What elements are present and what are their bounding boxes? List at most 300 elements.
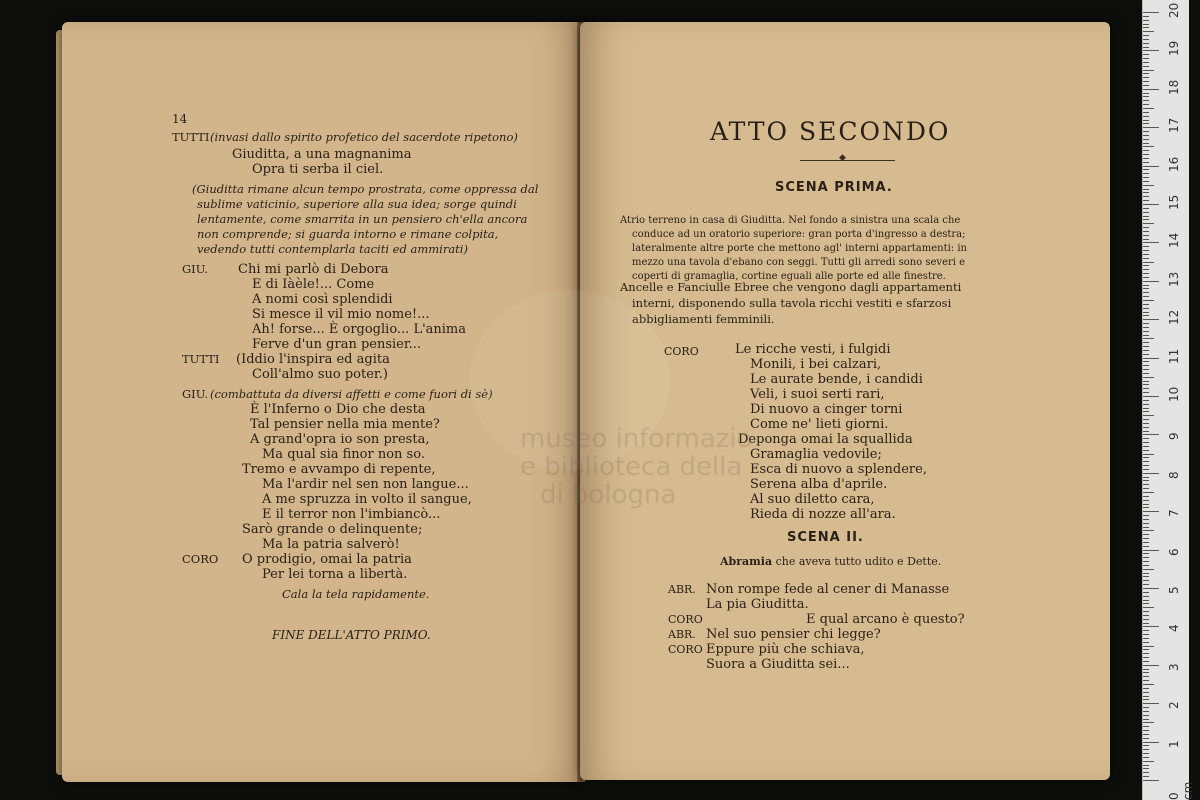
- speaker-label: ABR.: [668, 628, 696, 641]
- ruler-tick: [1143, 519, 1149, 520]
- ruler-tick: [1143, 665, 1159, 666]
- scene-two-title: SCENA II.: [787, 530, 864, 545]
- ruler-number: 10: [1167, 386, 1181, 402]
- ruler-tick: [1143, 39, 1149, 40]
- ruler-tick: [1143, 653, 1149, 654]
- ruler-tick: [1143, 465, 1149, 466]
- ruler-tick: [1143, 461, 1149, 462]
- ruler-tick: [1143, 768, 1149, 769]
- ruler-tick: [1143, 131, 1149, 132]
- watermark-line-3: di bologna: [540, 480, 677, 510]
- ruler-tick: [1143, 16, 1149, 17]
- ruler-tick: [1143, 35, 1149, 36]
- ruler-tick: [1143, 661, 1149, 662]
- ruler-tick: [1143, 338, 1154, 339]
- ruler-tick: [1143, 342, 1149, 343]
- coro-verse-line: Rieda di nozze all'ara.: [750, 507, 896, 522]
- ruler-tick: [1143, 553, 1149, 554]
- ruler-tick: [1143, 146, 1154, 147]
- ruler-tick: [1143, 70, 1154, 71]
- ruler-tick: [1143, 607, 1154, 608]
- ruler-tick: [1143, 500, 1149, 501]
- ruler-tick: [1143, 507, 1149, 508]
- ruler-tick: [1143, 265, 1149, 266]
- stage-direction-line: conduce ad un oratorio superiore: gran porta d'ingresso a destra;: [632, 229, 966, 240]
- ruler-tick: [1143, 638, 1149, 639]
- ruler-tick: [1143, 580, 1149, 581]
- ruler-tick: [1143, 135, 1149, 136]
- ruler-tick: [1143, 649, 1149, 650]
- ruler-number: 11: [1167, 348, 1181, 364]
- ruler-tick: [1143, 212, 1149, 213]
- ruler-tick: [1143, 696, 1149, 697]
- ruler-tick: [1143, 235, 1149, 236]
- ruler-tick: [1143, 192, 1149, 193]
- ruler-tick: [1143, 400, 1149, 401]
- ruler-tick: [1143, 492, 1154, 493]
- ruler-tick: [1143, 772, 1149, 773]
- ruler-tick: [1143, 504, 1149, 505]
- ruler-tick: [1143, 619, 1149, 620]
- ruler-number: 12: [1167, 309, 1181, 326]
- verse-line: Coll'almo suo poter.): [252, 367, 388, 382]
- ruler-tick: [1143, 177, 1149, 178]
- verse-line: Ma l'ardir nel sen non langue...: [262, 477, 469, 492]
- ruler-tick: [1143, 431, 1149, 432]
- ruler-tick: [1143, 258, 1149, 259]
- ruler-tick: [1143, 200, 1149, 201]
- verse-line: (Iddio l'inspira ed agita: [236, 352, 390, 367]
- ruler-tick: [1143, 381, 1149, 382]
- ruler-tick: [1143, 561, 1149, 562]
- ruler-tick: [1143, 373, 1149, 374]
- coro-verse-line: Gramaglia vedovile;: [750, 447, 882, 462]
- ruler-tick: [1143, 77, 1149, 78]
- ruler-tick: [1143, 592, 1149, 593]
- ruler-tick: [1143, 384, 1149, 385]
- ruler-number: 8: [1167, 471, 1181, 479]
- ruler-tick: [1143, 753, 1149, 754]
- ruler-number: 17: [1167, 117, 1181, 134]
- ruler-number: 15: [1167, 194, 1181, 210]
- ruler-tick: [1143, 73, 1149, 74]
- ruler-tick: [1143, 58, 1149, 59]
- verse-line: Si mesce il vil mio nome!...: [252, 307, 430, 322]
- ruler-tick: [1143, 189, 1149, 190]
- ruler-number: 5: [1167, 586, 1181, 594]
- ruler-tick: [1143, 707, 1149, 708]
- ruler-tick: [1143, 588, 1159, 589]
- ruler-tick: [1143, 442, 1149, 443]
- ruler-tick: [1143, 204, 1159, 205]
- ruler-tick: [1143, 396, 1159, 397]
- ruler-tick: [1143, 219, 1149, 220]
- ruler-tick: [1143, 139, 1149, 140]
- speaker-label: TUTTI: [172, 130, 210, 144]
- ruler-tick: [1143, 511, 1159, 512]
- ruler-tick: [1143, 419, 1149, 420]
- dialogue-line: E qual arcano è questo?: [806, 612, 965, 627]
- ruler-tick: [1143, 354, 1149, 355]
- ruler-tick: [1143, 557, 1149, 558]
- ruler-tick: [1143, 626, 1159, 627]
- speaker-label: ABR.: [668, 583, 696, 596]
- verse-line: Tremo e avvampo di repente,: [242, 462, 436, 477]
- stage-direction-line: coperti di gramaglia, cortine eguali alle porte ed alle finestre.: [632, 271, 946, 282]
- scene-two-intro: [720, 554, 941, 569]
- ruler-number: 16: [1167, 156, 1181, 172]
- ruler-number: 20: [1167, 2, 1181, 18]
- ruler-tick: [1143, 323, 1149, 324]
- ruler-tick: [1143, 623, 1149, 624]
- watermark-line-1: museo informazio: [520, 424, 753, 454]
- ruler-tick: [1143, 411, 1149, 412]
- ruler-tick: [1143, 722, 1154, 723]
- ruler-tick: [1143, 699, 1149, 700]
- speaker-label: CORO: [182, 552, 219, 566]
- ruler-number: 0 cm: [1167, 781, 1195, 800]
- watermark-line-2: e biblioteca della: [520, 452, 743, 482]
- ruler-tick: [1143, 676, 1149, 677]
- dialogue-line: Nel suo pensier chi legge?: [706, 627, 881, 642]
- ruler-tick: [1143, 246, 1149, 247]
- ruler-number: 9: [1167, 432, 1181, 441]
- ruler-tick: [1143, 346, 1149, 347]
- ruler-tick: [1143, 312, 1149, 313]
- ruler-tick: [1143, 231, 1149, 232]
- page-number: 14: [172, 112, 188, 126]
- ruler-tick: [1143, 761, 1154, 762]
- ruler-tick: [1143, 450, 1149, 451]
- ruler-tick: [1143, 480, 1149, 481]
- coro-verse-line: Al suo diletto cara,: [750, 492, 875, 507]
- ruler-tick: [1143, 457, 1149, 458]
- ruler-tick: [1143, 573, 1149, 574]
- ruler-tick: [1143, 127, 1159, 128]
- ruler-tick: [1143, 181, 1149, 182]
- ruler-tick: [1143, 377, 1154, 378]
- coro-verse-line: Come ne' lieti giorni.: [750, 417, 889, 432]
- ruler-tick: [1143, 634, 1149, 635]
- stage-direction-line: lateralmente altre porte che mettono agl' interni appartamenti: in: [632, 243, 967, 254]
- ruler-tick: [1143, 62, 1149, 63]
- ruler-tick: [1143, 569, 1154, 570]
- ruler-tick: [1143, 24, 1149, 25]
- ruler-tick: [1143, 108, 1154, 109]
- ruler-tick: [1143, 542, 1149, 543]
- verse-line: Ma qual sia finor non so.: [262, 447, 425, 462]
- speaker-label: CORO: [668, 643, 703, 656]
- scene-intro-line: interni, disponendo sulla tavola ricchi vestiti e sfarzosi: [632, 296, 952, 310]
- speaker-label: TUTTI: [182, 352, 220, 366]
- ruler-tick: [1143, 96, 1149, 97]
- ruler-tick: [1143, 43, 1149, 44]
- ruler-tick: [1143, 404, 1149, 405]
- ruler-tick: [1143, 281, 1159, 282]
- ruler-tick: [1143, 438, 1149, 439]
- ruler-tick: [1143, 484, 1149, 485]
- ruler-tick: [1143, 738, 1149, 739]
- verse-line: Tal pensier nella mia mente?: [250, 417, 440, 432]
- ruler-number: 7: [1167, 509, 1181, 518]
- coro-verse-line: Di nuovo a cinger torni: [750, 402, 903, 417]
- ruler-tick: [1143, 473, 1159, 474]
- ruler-number: 2: [1167, 701, 1181, 710]
- ruler-tick: [1143, 143, 1149, 144]
- ruler-tick: [1143, 469, 1149, 470]
- ruler-number: 19: [1167, 41, 1181, 57]
- ruler-tick: [1143, 116, 1149, 117]
- ruler-tick: [1143, 304, 1149, 305]
- verse-line: Opra ti serba il ciel.: [252, 162, 384, 177]
- ruler-tick: [1143, 757, 1149, 758]
- ruler-tick: [1143, 158, 1149, 159]
- ruler-tick: [1143, 392, 1149, 393]
- ruler-tick: [1143, 273, 1149, 274]
- coro-verse-line: Monili, i bei calzari,: [750, 357, 882, 372]
- stage-direction-line: mezzo una tavola d'ebano con seggi. Tutti gli arredi sono severi e: [632, 257, 966, 268]
- ruler-tick: [1143, 415, 1154, 416]
- coro-verse-line: Le ricche vesti, i fulgidi: [735, 342, 891, 357]
- ruler-tick: [1143, 162, 1149, 163]
- ruler-number: 1: [1167, 739, 1181, 748]
- ruler-tick: [1143, 66, 1149, 67]
- ruler-tick: [1143, 742, 1159, 743]
- verse-line: (combattuta da diversi affetti e come fuori di sè): [210, 387, 493, 401]
- ruler-tick: [1143, 477, 1149, 478]
- ruler-tick: [1143, 335, 1149, 336]
- ruler-tick: [1143, 600, 1149, 601]
- verse-line: È l'Inferno o Dio che desta: [250, 402, 426, 417]
- verse-line: Chi mi parlò di Debora: [238, 262, 389, 277]
- ruler-tick: [1143, 100, 1149, 101]
- ruler-tick: [1143, 630, 1149, 631]
- verse-line: Ma la patria salverò!: [262, 537, 400, 552]
- coro-verse-line: Veli, i suoi serti rari,: [750, 387, 885, 402]
- ruler-number: 18: [1167, 79, 1181, 95]
- ruler-tick: [1143, 227, 1149, 228]
- coro-verse-line: Deponga omai la squallida: [738, 432, 913, 447]
- ruler-tick: [1143, 527, 1149, 528]
- ruler-tick: [1143, 81, 1149, 82]
- ruler-tick: [1143, 776, 1149, 777]
- scene-one-title: SCENA PRIMA.: [775, 180, 893, 195]
- ruler-number: 3: [1167, 663, 1181, 671]
- ruler-tick: [1143, 47, 1149, 48]
- coro-verse-line: Esca di nuovo a splendere,: [750, 462, 927, 477]
- ruler-tick: [1143, 358, 1159, 359]
- ruler-tick: [1143, 285, 1149, 286]
- ruler-tick: [1143, 242, 1159, 243]
- ruler-tick: [1143, 269, 1149, 270]
- scene-intro-line: Ancelle e Fanciulle Ebree che vengono dagli appartamenti: [620, 280, 962, 294]
- ruler-tick: [1143, 423, 1149, 424]
- ruler-tick: [1143, 427, 1149, 428]
- ruler-tick: [1143, 530, 1154, 531]
- ruler-tick: [1143, 523, 1149, 524]
- ruler-tick: [1143, 546, 1149, 547]
- act-end-footer: FINE DELL'ATTO PRIMO.: [272, 628, 431, 642]
- dialogue-line: Eppure più che schiava,: [706, 642, 865, 657]
- ruler-tick: [1143, 672, 1149, 673]
- ruler-tick: [1143, 54, 1149, 55]
- ruler-tick: [1143, 576, 1149, 577]
- verse-line: Sarò grande o delinquente;: [242, 522, 423, 537]
- verse-line: A me spruzza in volto il sangue,: [262, 492, 472, 507]
- ruler-tick: [1143, 388, 1149, 389]
- ruler-tick: [1143, 93, 1149, 94]
- verse-line: non comprende; si guarda intorno e rimane colpita,: [197, 227, 499, 241]
- ruler-tick: [1143, 296, 1149, 297]
- speaker-label: GIU.: [182, 387, 209, 401]
- ruler-tick: [1143, 169, 1149, 170]
- coro-label: CORO: [664, 345, 699, 358]
- ruler-tick: [1143, 603, 1149, 604]
- scene-two-intro-rest: che aveva tutto udito e Dette.: [775, 555, 942, 568]
- divider-ornament: ◆: [839, 153, 846, 163]
- ruler-tick: [1143, 292, 1149, 293]
- ruler-tick: [1143, 749, 1149, 750]
- ruler-number: 14: [1167, 233, 1181, 249]
- ruler-tick: [1143, 780, 1159, 781]
- ruler-tick: [1143, 308, 1149, 309]
- ruler-tick: [1143, 715, 1149, 716]
- ruler-tick: [1143, 688, 1149, 689]
- verse-line: (Giuditta rimane alcun tempo prostrata, come oppressa dal: [192, 182, 539, 196]
- ruler-tick: [1143, 31, 1154, 32]
- ruler-tick: [1143, 496, 1149, 497]
- ruler-tick: [1143, 684, 1154, 685]
- abramia-name: Abramia: [720, 555, 773, 568]
- verse-line: lentamente, come smarrita in un pensiero ch'ella ancora: [197, 212, 528, 226]
- ruler-tick: [1143, 288, 1149, 289]
- verse-line: Cala la tela rapidamente.: [282, 587, 430, 601]
- ruler-tick: [1143, 262, 1154, 263]
- ruler-tick: [1143, 173, 1149, 174]
- ruler-tick: [1143, 365, 1149, 366]
- ruler-tick: [1143, 166, 1159, 167]
- ruler-tick: [1143, 300, 1154, 301]
- scene-intro-line: abbigliamenti femminili.: [632, 312, 775, 326]
- ruler-tick: [1143, 331, 1149, 332]
- ruler-tick: [1143, 408, 1149, 409]
- ruler-tick: [1143, 254, 1149, 255]
- ruler-tick: [1143, 216, 1149, 217]
- verse-line: Ah! forse... È orgoglio... L'anima: [252, 322, 467, 337]
- ruler-tick: [1143, 534, 1149, 535]
- ruler-tick: [1143, 208, 1149, 209]
- ruler-tick: [1143, 89, 1159, 90]
- ruler-tick: [1143, 680, 1149, 681]
- act-title: ATTO SECONDO: [710, 117, 951, 146]
- verse-line: Ferve d'un gran pensier...: [252, 337, 422, 352]
- verse-line: (invasi dallo spirito profetico del sacerdote ripetono): [210, 130, 518, 144]
- ruler-tick: [1143, 642, 1149, 643]
- ruler-number: 13: [1167, 271, 1181, 287]
- ruler-tick: [1143, 550, 1159, 551]
- speaker-label: CORO: [668, 613, 703, 626]
- ruler-tick: [1143, 85, 1149, 86]
- ruler-tick: [1143, 657, 1149, 658]
- ruler-tick: [1143, 703, 1159, 704]
- ruler-number: 6: [1167, 547, 1181, 556]
- ruler-tick: [1143, 327, 1149, 328]
- ruler-tick: [1143, 123, 1149, 124]
- ruler-tick: [1143, 12, 1159, 13]
- dialogue-line: Non rompe fede al cener di Manasse: [706, 582, 950, 597]
- speaker-label: GIU.: [182, 262, 209, 276]
- ruler-tick: [1143, 361, 1149, 362]
- ruler-tick: [1143, 726, 1149, 727]
- ruler-tick: [1143, 611, 1149, 612]
- ruler-tick: [1143, 596, 1149, 597]
- measurement-ruler: [1142, 0, 1195, 800]
- ruler-tick: [1143, 369, 1149, 370]
- ruler-number: 4: [1167, 624, 1181, 633]
- ruler-tick: [1143, 646, 1154, 647]
- ruler-tick: [1143, 515, 1149, 516]
- ruler-tick: [1143, 454, 1154, 455]
- ruler-tick: [1143, 565, 1149, 566]
- ruler-tick: [1143, 150, 1149, 151]
- ruler-tick: [1143, 185, 1154, 186]
- verse-line: sublime vaticinio, superiore alla sua idea; sorge quindi: [197, 197, 517, 211]
- ruler-tick: [1143, 488, 1149, 489]
- ruler-tick: [1143, 669, 1149, 670]
- ruler-tick: [1143, 730, 1149, 731]
- coro-verse-line: Le aurate bende, i candidi: [750, 372, 923, 387]
- ruler-tick: [1143, 315, 1149, 316]
- ruler-tick: [1143, 584, 1149, 585]
- stage-direction-line: Atrio terreno in casa di Giuditta. Nel fondo a sinistra una scala che: [620, 215, 961, 226]
- verse-line: A nomi così splendidi: [252, 292, 393, 307]
- ruler-tick: [1143, 734, 1149, 735]
- ruler-tick: [1143, 27, 1149, 28]
- ruler-tick: [1143, 446, 1149, 447]
- ruler-tick: [1143, 223, 1154, 224]
- verse-line: A grand'opra io son presta,: [250, 432, 430, 447]
- ruler-tick: [1143, 154, 1149, 155]
- ruler-tick: [1143, 719, 1149, 720]
- ruler-tick: [1143, 350, 1149, 351]
- ruler-tick: [1143, 104, 1149, 105]
- verse-line: E il terror non l'imbiancò...: [262, 507, 441, 522]
- coro-verse-line: Serena alba d'aprile.: [750, 477, 888, 492]
- ruler-tick: [1143, 50, 1159, 51]
- verse-line: O prodigio, omai la patria: [242, 552, 412, 567]
- verse-line: E di Iàèle!... Come: [252, 277, 375, 292]
- verse-line: vedendo tutti contemplarla taciti ed ammirati): [197, 242, 468, 256]
- ruler-tick: [1143, 120, 1149, 121]
- ruler-tick: [1143, 615, 1149, 616]
- title-divider: [800, 160, 895, 161]
- ruler-tick: [1143, 112, 1149, 113]
- ruler-tick: [1143, 20, 1149, 21]
- ruler-tick: [1143, 277, 1149, 278]
- ruler-tick: [1143, 711, 1149, 712]
- ruler-tick: [1143, 765, 1149, 766]
- ruler-tick: [1143, 434, 1159, 435]
- ruler-tick: [1143, 745, 1149, 746]
- dialogue-line: Suora a Giuditta sei...: [706, 657, 850, 672]
- verse-line: Giuditta, a una magnanima: [232, 147, 412, 162]
- ruler-tick: [1143, 239, 1149, 240]
- ruler-tick: [1143, 196, 1149, 197]
- ruler-tick: [1143, 692, 1149, 693]
- verse-line: Per lei torna a libertà.: [262, 567, 408, 582]
- ruler-tick: [1143, 250, 1149, 251]
- dialogue-line: La pia Giuditta.: [706, 597, 809, 612]
